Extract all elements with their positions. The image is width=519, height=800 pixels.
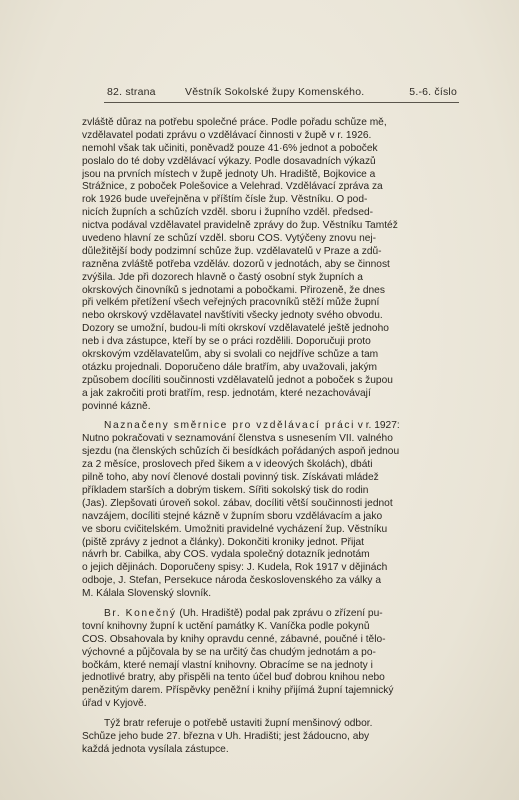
line-text: pilně toho, aby noví členové dostali povinný tisk. Získávati mládež [82, 472, 379, 484]
text-line [82, 672, 469, 685]
text-line [82, 375, 469, 388]
journal-title: Věstník Sokolské župy Komenského. [185, 86, 365, 98]
text-line [82, 524, 469, 537]
line-text: poslalo do té doby vzdělávací výkazy. Podle dosavadních výkazů [82, 155, 376, 167]
text-line [82, 660, 469, 673]
line-text: v r. 1927: [354, 420, 400, 432]
line-text: Schůze jeho bude 27. března v Uh. Hradišti; jest žádoucno, aby [82, 730, 370, 742]
text-line [82, 336, 469, 349]
text-line [82, 362, 469, 375]
text-line [82, 718, 469, 731]
text-line [82, 130, 469, 143]
line-text: způsobem docíliti součinnosti vzdělavatelů jednot a poboček s župou [82, 374, 393, 386]
text-line [82, 285, 469, 298]
text-line [82, 220, 469, 233]
line-text: Dozory se umožní, budou-li míti okrskoví vzdělavatelé ještě jednoho [82, 323, 389, 335]
line-text: odboje, J. Štefan, Persekuce národa československého za války a [82, 575, 382, 587]
text-line [82, 156, 469, 169]
text-line [82, 297, 469, 310]
article-body [82, 117, 469, 757]
text-line [82, 401, 469, 414]
line-text: M. Kálala Slovenský slovník. [82, 588, 212, 600]
line-text: nicích župních a schůzích vzděl. sboru i župního vzděl. předsed- [82, 207, 374, 219]
line-text: navzájem, docíliti stejné kázně v župním sboru vzdělávacím a jako [82, 510, 383, 522]
text-line [82, 169, 469, 182]
line-text: razněna zvláště potřeba vzděláv. dozorů v jednotách, aby se činnost [82, 258, 390, 270]
line-text: (piště zprávy z jednot a články). Dokončiti kroniky jednot. Přijat [82, 536, 364, 548]
line-text: otázku projednali. Doporučeno dále bratřím, aby uvažovali, jakým [82, 361, 378, 373]
text-line [82, 537, 469, 550]
line-text: uvedeno hlavní ze schůzí vzděl. sboru ČOS. Vytýčeny znovu nej- [82, 233, 377, 245]
text-line [82, 511, 469, 524]
line-text: vzdělavatel podati zprávu o vzdělávací činnosti v župě v r. 1926. [82, 129, 372, 141]
line-text: (Uh. Hradiště) podal pak zprávu o zřízení pu- [176, 607, 383, 619]
page-header [107, 86, 457, 102]
text-line [82, 549, 469, 562]
text-line [82, 588, 469, 601]
text-line [82, 575, 469, 588]
text-line [82, 117, 469, 130]
line-text: jsou na prvních místech v župě jednoty Uh. Hradiště, Bojkovice a [82, 168, 376, 180]
text-line [82, 181, 469, 194]
line-text: každá jednota vysílala zástupce. [82, 743, 229, 755]
text-line [82, 420, 469, 433]
text-line [82, 608, 469, 621]
paragraph-p1 [82, 117, 469, 413]
text-line [82, 685, 469, 698]
line-text: Nutno pokračovati v seznamování členstva s usnesením VII. valného [82, 433, 393, 445]
text-line [82, 246, 469, 259]
text-line [82, 562, 469, 575]
text-line [82, 349, 469, 362]
line-text: bočkám, které nemají vlastní knihovny. Obracíme se na jednoty i [82, 659, 373, 671]
text-line [82, 433, 469, 446]
line-text: ve sboru cvičitelském. Umožniti pravidelné vycházení žup. Věstníku [82, 523, 388, 535]
line-text: úřad v Kyjově. [82, 698, 147, 710]
paragraph-p3 [82, 608, 469, 711]
text-line [82, 485, 469, 498]
line-text: a jak zakročiti proti bratřím, resp. jednotám, které nezachovávají [82, 387, 371, 399]
line-text: za 2 měsíce, proslovech před šikem a v ideových školách), dbáti [82, 459, 373, 471]
header-rule [104, 102, 459, 103]
text-line [82, 446, 469, 459]
line-text: o jejich dějinách. Doporučeny spisy: J. Kudela, Rok 1917 v dějinách [82, 562, 388, 574]
text-line [82, 323, 469, 336]
text-line [82, 259, 469, 272]
line-text: nemohl však tak učiniti, poněvadž pouze 41·6% jednot a poboček [82, 142, 378, 154]
paragraph-p2 [82, 420, 469, 600]
text-line [82, 388, 469, 401]
issue-number: 5.-6. číslo [409, 86, 457, 98]
text-line [82, 731, 469, 744]
line-text: výchovné a půjčovala by se na určitý čas chudým jednotám a po- [82, 646, 376, 658]
text-line [82, 207, 469, 220]
text-line [82, 744, 469, 757]
text-line [82, 143, 469, 156]
line-text: nebo okrskový vzdělavatel navštíviti všecky jednoty svého obvodu. [82, 310, 383, 322]
text-line [82, 194, 469, 207]
text-line [82, 310, 469, 323]
paragraph-p4 [82, 718, 469, 757]
line-text: penězitým darem. Příspěvky peněžní i knihy přijímá župní tajemnický [82, 685, 394, 697]
line-text: sjezdu (na členských schůzích či besídkách pořádaných aspoň jednou [82, 446, 400, 458]
line-text: jednotlivé bratry, aby přispěli na tento účel buď dobrou knihou nebo [82, 672, 385, 684]
text-line [82, 272, 469, 285]
text-line [82, 634, 469, 647]
line-text: tovní knihovny župní k uctění památky K. Vaníčka podle pokynů [82, 620, 370, 632]
line-text: okrskových činovníků s jednotami a pobočkami. Přirozeně, že dnes [82, 284, 385, 296]
line-text: Týž bratr referuje o potřebě ustaviti župní menšinový odbor. [104, 718, 373, 730]
line-text: Strážnice, z poboček Polešovice a Velehrad. Vzdělávací zpráva za [82, 181, 383, 193]
line-text: příkladem starších a dobrým tiskem. Šířiti sokolský tisk do rodin [82, 484, 369, 496]
text-line [82, 647, 469, 660]
line-text: zvláště důraz na potřebu společné práce. Podle pořadu schůze mě, [82, 117, 387, 128]
text-line [82, 698, 469, 711]
paragraph-gap [82, 711, 469, 718]
line-text: neb i dva zástupce, kteří by se o práci rozdělili. Doporučuji proto [82, 336, 371, 348]
text-line [82, 233, 469, 246]
line-text: rok 1926 bude uveřejněna v příštím čísle žup. Věstníku. O pod- [82, 194, 368, 206]
page-number: 82. strana [107, 86, 156, 98]
lead-phrase: Br. Konečný [104, 607, 177, 619]
line-text: důležitější body podzimní schůze žup. vzdělavatelů v Praze a zdů- [82, 245, 382, 257]
line-text: při velkém přetížení všech veřejných pracovníků stěží může župní [82, 297, 380, 309]
text-line [82, 459, 469, 472]
line-text: (Jas). Zlepšovati úroveň sokol. zábav, docíliti větší součinnosti jednot [82, 497, 393, 509]
paragraph-gap [82, 413, 469, 420]
line-text: nictva podával vzdělavatel pravidelně zprávy do žup. Věstníku Tamtéž [82, 220, 398, 232]
paragraph-gap [82, 601, 469, 608]
line-text: ČOS. Obsahovala by knihy opravdu cenné, zábavné, poučné i tělo- [82, 633, 386, 645]
line-text: zvýšila. Jde při dozorech hlavně o častý osobní styk župních a [82, 271, 363, 283]
line-text: okrskovým vzdělavatelům, aby si svolali co nejdříve schůze a tam [82, 349, 379, 361]
text-line [82, 472, 469, 485]
line-text: povinné kázně. [82, 400, 151, 412]
text-line [82, 498, 469, 511]
lead-phrase: Naznačeny směrnice pro vzdělávací práci [104, 420, 355, 432]
text-line [82, 621, 469, 634]
line-text: návrh br. Cabilka, aby ČOS. vydala společný dotazník jednotám [82, 549, 370, 561]
